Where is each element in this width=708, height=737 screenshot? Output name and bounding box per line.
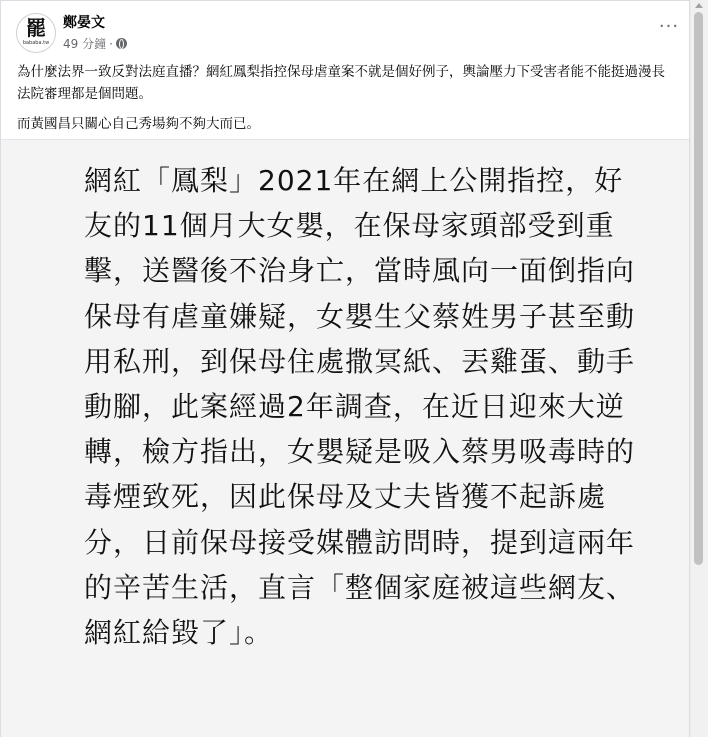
vertical-scrollbar[interactable]	[691, 0, 708, 737]
more-options-icon[interactable]: ···	[658, 16, 680, 37]
image-text-block: 網紅「鳳梨」2021年在網上公開指控，好友的11個月大女嬰，在保母家頭部受到重擊，送醫後不治身亡，當時風向一面倒指向保母有虐童嫌疑，女嬰生父蔡姓男子甚至動用私刑，到保母住處撒冥紙、丟雞蛋、動手動腳，此案經過2年調查，在近日迎來大逆轉，檢方指出，女嬰疑是吸入蔡男吸毒時的毒煙致死，因此保母及丈夫皆獲不起訴處分，日前保母接受媒體訪問時，提到這兩年的辛苦生活，直言「整個家庭被這些網友、網紅給毀了」。	[84, 164, 636, 650]
caption-paragraph: 為什麼法界一致反對法庭直播？網紅鳳梨指控保母虐童案不就是個好例子，輿論壓力下受害者能不能挺過漫長法院審理都是個問題。	[17, 64, 665, 102]
scroll-up-arrow-icon[interactable]	[695, 3, 703, 8]
post-header	[1, 1, 691, 57]
post-time[interactable]: 49 分鐘	[63, 37, 107, 51]
scrollbar-thumb[interactable]	[694, 12, 703, 565]
post-caption	[17, 61, 677, 143]
avatar-logo-subtext: bababa.tw	[22, 40, 50, 46]
post-meta	[63, 36, 127, 52]
caption-paragraph: 而黃國昌只關心自己秀場夠不夠大而已。	[17, 116, 260, 132]
author-name[interactable]: 鄭晏文	[63, 15, 105, 31]
avatar-logo: 罷	[26, 16, 46, 40]
avatar[interactable]	[16, 13, 56, 53]
meta-separator: ·	[109, 37, 113, 51]
post-image[interactable]	[1, 139, 689, 737]
globe-icon[interactable]	[116, 38, 127, 49]
